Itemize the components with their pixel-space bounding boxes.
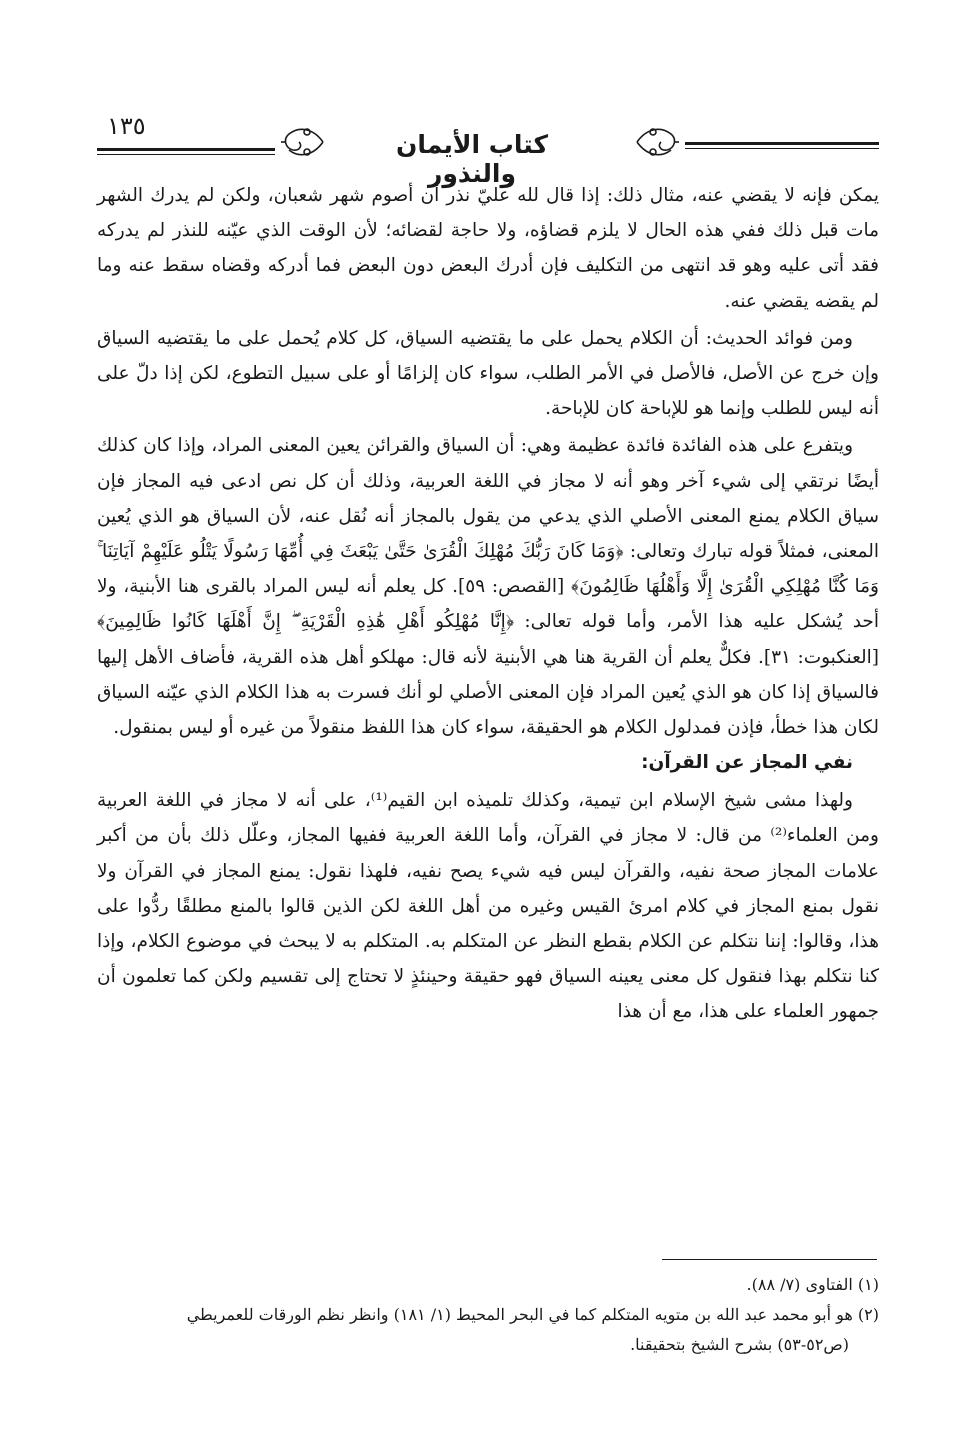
running-header (97, 112, 879, 188)
header-rule-right (685, 142, 879, 145)
paragraph: يمكن فإنه لا يقضي عنه، مثال ذلك: إذا قال لله عليّ نذر أن أصوم شهر شعبان، ولكن لم يدرك الشهر مات قبل ذلك ففي هذه الحال لا يلزم قضاؤه، ولا حاجة لقضائه؛ لأن الوقت الذي عيّنه للنذر لم يدركه فقد أتى عليه وهو قد انتهى من التكليف فإن أدرك البعض دون البعض فما أدركه وقضاه سقط عنه وما لم يقضه يقضي عنه. (97, 185, 879, 312)
left-ornament-icon (279, 120, 327, 164)
footnote-continuation: (ص٥٢-٥٣) بشرح الشيخ بتحقيقنا. (630, 1335, 849, 1354)
book-title: كتاب الأيمان والنذور (395, 130, 548, 188)
page-number: ١٣٥ (107, 112, 146, 140)
footnote: (٢) هو أبو محمد عبد الله بن متويه المتكلم كما في البحر المحيط (١/ ١٨١) وانظر نظم الورقات للعمريطي (186, 1305, 879, 1324)
paragraph: ويتفرع على هذه الفائدة فائدة عظيمة وهي: أن السياق والقرائن يعين المعنى المراد، وإذا كان كذلك أيضًا نرتقي إلى شيء آخر وهو أنه لا مجاز في اللغة العربية، وذلك أن كل نص ادعى فيه المجاز فإن سياق الكلام يمنع المعنى الأصلي الذي يدعي من يقول بالمجاز أنه نُقل عنه، لأن السياق هو الذي يُعين المعنى، فمثلاً قوله تبارك وتعالى: ﴿وَمَا كَانَ رَبُّكَ مُهْلِكَ الْقُرَىٰ حَتَّىٰ يَبْعَثَ فِي أُمِّهَا رَسُولًا يَتْلُو عَلَيْهِمْ آيَاتِنَا ۚ وَمَا كُنَّا مُهْلِكِي الْقُرَىٰ إِلَّا وَأَهْلُهَا ظَالِمُونَ﴾ [القصص: ٥٩]. كل يعلم أنه ليس المراد بالقرى هنا الأبنية، ولا أحد يُشكل عليه هذا الأمر، وأما قوله تعالى: ﴿إِنَّا مُهْلِكُو أَهْلِ هَٰذِهِ الْقَرْيَةِ ۖ إِنَّ أَهْلَهَا كَانُوا ظَالِمِينَ﴾ [العنكبوت: ٣١]. فكلٌّ يعلم أن القرية هنا هي الأبنية لأنه قال: مهلكو أهل هذه القرية، فأضاف الأهل إليها فالسياق إذا كان هو الذي يُعين المراد فإن المعنى الأصلي لو أنك فسرت به هذا الكلام الذي عيّنه السياق لكان هذا خطأ، فإذن فمدلول الكلام هو الحقيقة، سواء كان هذا اللفظ منقولاً من غيره أو ليس بمنقول. (97, 435, 879, 739)
footnote: (١) الفتاوى (٧/ ٨٨). (746, 1275, 879, 1294)
main-text (97, 178, 879, 1030)
paragraph: ومن فوائد الحديث: أن الكلام يحمل على ما يقتضيه السياق، كل كلام يُحمل على ما يقتضيه السياق وإن خرج عن الأصل، فالأصل في الأمر الطلب، سواء كان إلزامًا أو على سبيل التطوع، لكن إذا دلّ على أنه ليس للطلب وإنما هو للإباحة كان للإباحة. (97, 327, 879, 420)
header-rule-left (97, 148, 275, 151)
header-rule-right-thin (685, 148, 879, 149)
header-rule-left-thin (97, 154, 275, 155)
right-ornament-icon (633, 120, 681, 164)
section-heading: نفي المجاز عن القرآن: (641, 752, 853, 774)
footnotes (97, 1270, 879, 1360)
paragraph: ولهذا مشى شيخ الإسلام ابن تيمية، وكذلك تلميذه ابن القيم⁽¹⁾، على أنه لا مجاز في اللغة العربية ومن العلماء⁽²⁾ من قال: لا مجاز في القرآن، وأما اللغة العربية ففيها المجاز، وعلّل ذلك بأن من أكبر علامات المجاز صحة نفيه، والقرآن ليس فيه شيء يصح نفيه، فلهذا نقول: يمنع المجاز في القرآن ولا نقول بمنع المجاز في كلام امرئ القيس وغيره من أهل اللغة لكن الذين قالوا بالمنع مطلقًا ردُّوا على هذا، وقالوا: إننا نتكلم عن الكلام بقطع النظر عن المتكلم به. المتكلم به لا يبحث في موضوع الكلام، وإذا كنا نتكلم بهذا فنقول كل معنى يعينه السياق فهو حقيقة وحينئذٍ لا تحتاج إلى تقسيم ولكن كما تعلمون أن جمهور العلماء على هذا، مع أن هذا (97, 790, 879, 1023)
footnote-separator (662, 1259, 877, 1260)
